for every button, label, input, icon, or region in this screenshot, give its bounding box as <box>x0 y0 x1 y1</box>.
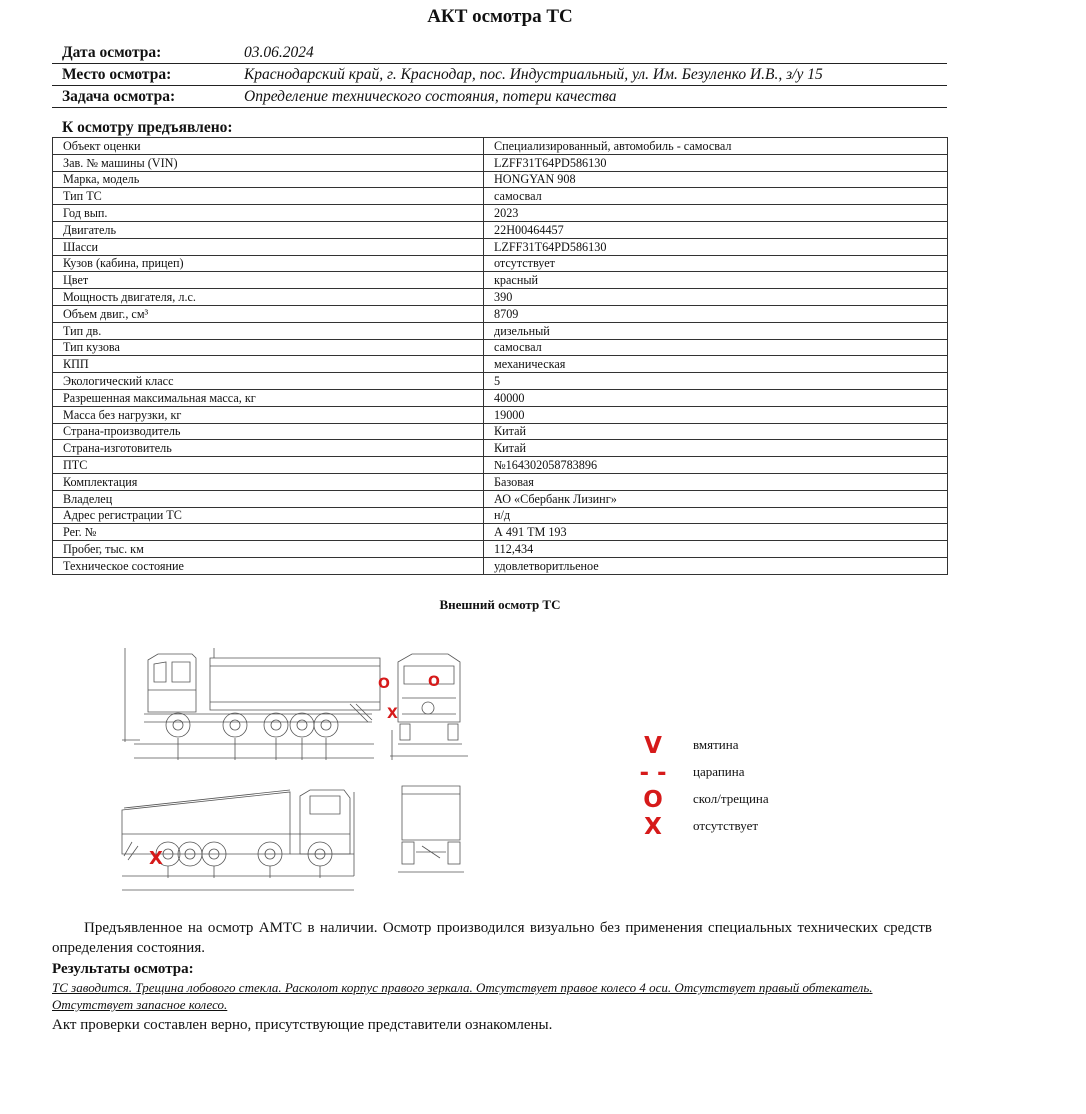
spec-field-label: Объект оценки <box>53 138 484 155</box>
info-value: 03.06.2024 <box>244 44 314 61</box>
chip-crack-label: скол/трещина <box>693 791 769 806</box>
results-text: ТС заводится. Трещина лобового стекла. Расколот корпус правого зеркала. Отсутствует правое колесо 4 оси. Отсутствует правый обтекатель. Отсутствует запасное колесо. <box>52 980 873 1012</box>
presented-heading: К осмотру предъявлено: <box>62 119 233 136</box>
missing-symbol: X <box>644 814 662 840</box>
spec-row <box>53 557 948 574</box>
spec-field-value: удовлетворитльеное <box>484 557 948 574</box>
spec-field-label: Двигатель <box>53 221 484 238</box>
spec-row <box>53 473 948 490</box>
spec-field-label: Страна-изготовитель <box>53 440 484 457</box>
spec-field-label: Экологический класс <box>53 373 484 390</box>
spec-field-value: дизельный <box>484 322 948 339</box>
spec-field-value: Китай <box>484 440 948 457</box>
spec-row <box>53 305 948 322</box>
spec-field-label: Рег. № <box>53 524 484 541</box>
scratch-label: царапина <box>693 764 745 779</box>
spec-row <box>53 356 948 373</box>
inspection-info <box>52 43 947 109</box>
spec-field-label: Тип ТС <box>53 188 484 205</box>
rear-view <box>398 786 464 872</box>
spec-field-value: 19000 <box>484 406 948 423</box>
spec-field-value: АО «Сбербанк Лизинг» <box>484 490 948 507</box>
damage-legend <box>636 733 816 843</box>
spec-field-value: Базовая <box>484 473 948 490</box>
external-inspection-heading: Внешний осмотр ТС <box>439 597 561 612</box>
spec-field-value: Китай <box>484 423 948 440</box>
spec-field-value: самосвал <box>484 188 948 205</box>
spec-row <box>53 138 948 155</box>
mark-missing-wheel: X <box>149 848 163 869</box>
spec-row <box>53 457 948 474</box>
spec-field-label: Тип кузова <box>53 339 484 356</box>
closing-text: Акт проверки составлен верно, присутствующие представители ознакомлены. <box>52 1017 553 1033</box>
spec-field-value: самосвал <box>484 339 948 356</box>
spec-field-label: Пробег, тыс. км <box>53 541 484 558</box>
spec-row <box>53 389 948 406</box>
side-view-cab-left <box>122 648 380 760</box>
info-row-date <box>52 43 947 64</box>
spec-row <box>53 154 948 171</box>
spec-field-label: Владелец <box>53 490 484 507</box>
spec-field-label: ПТС <box>53 457 484 474</box>
mark-missing-fairing: X <box>387 706 398 722</box>
spec-row <box>53 289 948 306</box>
spec-field-label: Шасси <box>53 238 484 255</box>
spec-field-value: 390 <box>484 289 948 306</box>
spec-row <box>53 221 948 238</box>
side-view-cab-right <box>122 790 354 890</box>
mark-chip-mirror: O <box>378 676 390 692</box>
spec-field-value: н/д <box>484 507 948 524</box>
spec-field-value: А 491 ТМ 193 <box>484 524 948 541</box>
spec-row <box>53 373 948 390</box>
info-value: Краснодарский край, г. Краснодар, пос. Индустриальный, ул. Им. Безуленко И.В., з/у 15 <box>244 66 823 83</box>
spec-row <box>53 339 948 356</box>
spec-row <box>53 406 948 423</box>
spec-field-value: 8709 <box>484 305 948 322</box>
spec-field-label: Адрес регистрации ТС <box>53 507 484 524</box>
spec-row <box>53 255 948 272</box>
spec-field-value: 112,434 <box>484 541 948 558</box>
spec-table <box>52 137 948 575</box>
front-view <box>390 654 468 760</box>
info-label: Место осмотра: <box>62 66 172 83</box>
spec-field-value: LZFF31T64PD586130 <box>484 154 948 171</box>
info-value: Определение технического состояния, потери качества <box>244 88 617 105</box>
spec-row <box>53 440 948 457</box>
spec-row <box>53 322 948 339</box>
spec-field-label: Страна-производитель <box>53 423 484 440</box>
spec-field-label: Техническое состояние <box>53 557 484 574</box>
spec-field-value: №164302058783896 <box>484 457 948 474</box>
scratch-symbol: - - <box>639 760 667 786</box>
spec-field-value: Специализированный, автомобиль - самосвал <box>484 138 948 155</box>
spec-field-value: 40000 <box>484 389 948 406</box>
spec-row <box>53 272 948 289</box>
spec-field-label: Комплектация <box>53 473 484 490</box>
spec-row <box>53 238 948 255</box>
spec-field-label: Тип дв. <box>53 322 484 339</box>
spec-field-label: Кузов (кабина, прицеп) <box>53 255 484 272</box>
spec-field-value: HONGYAN 908 <box>484 171 948 188</box>
missing-label: отсутствует <box>693 818 759 833</box>
chip-crack-symbol: O <box>643 787 663 813</box>
spec-row <box>53 524 948 541</box>
spec-row <box>53 205 948 222</box>
info-row-task <box>52 87 947 108</box>
spec-field-label: Мощность двигателя, л.с. <box>53 289 484 306</box>
spec-row <box>53 188 948 205</box>
spec-row <box>53 171 948 188</box>
mark-chip-windshield: O <box>428 674 440 690</box>
info-row-place <box>52 65 947 86</box>
spec-field-label: КПП <box>53 356 484 373</box>
info-label: Задача осмотра: <box>62 88 176 105</box>
spec-row <box>53 541 948 558</box>
intro-paragraph: Предъявленное на осмотр АМТС в наличии. Осмотр производился визуально без применения специальных технических средств определения состояния. <box>52 920 932 956</box>
spec-field-label: Зав. № машины (VIN) <box>53 154 484 171</box>
spec-field-label: Год вып. <box>53 205 484 222</box>
dent-label: вмятина <box>693 737 739 752</box>
spec-field-value: красный <box>484 272 948 289</box>
document-title: АКТ осмотра ТС <box>427 6 573 27</box>
spec-row <box>53 423 948 440</box>
spec-field-value: LZFF31T64PD586130 <box>484 238 948 255</box>
spec-field-value: отсутствует <box>484 255 948 272</box>
spec-row <box>53 490 948 507</box>
spec-field-value: 5 <box>484 373 948 390</box>
spec-row <box>53 507 948 524</box>
spec-field-value: 22H00464457 <box>484 221 948 238</box>
spec-field-value: механическая <box>484 356 948 373</box>
info-label: Дата осмотра: <box>62 44 162 61</box>
spec-field-label: Масса без нагрузки, кг <box>53 406 484 423</box>
vehicle-schematic <box>110 640 472 902</box>
spec-field-label: Марка, модель <box>53 171 484 188</box>
spec-field-label: Цвет <box>53 272 484 289</box>
spec-field-label: Объем двиг., см³ <box>53 305 484 322</box>
spec-field-value: 2023 <box>484 205 948 222</box>
spec-field-label: Разрешенная максимальная масса, кг <box>53 389 484 406</box>
dent-symbol: V <box>644 733 662 759</box>
results-heading: Результаты осмотра: <box>52 961 194 977</box>
